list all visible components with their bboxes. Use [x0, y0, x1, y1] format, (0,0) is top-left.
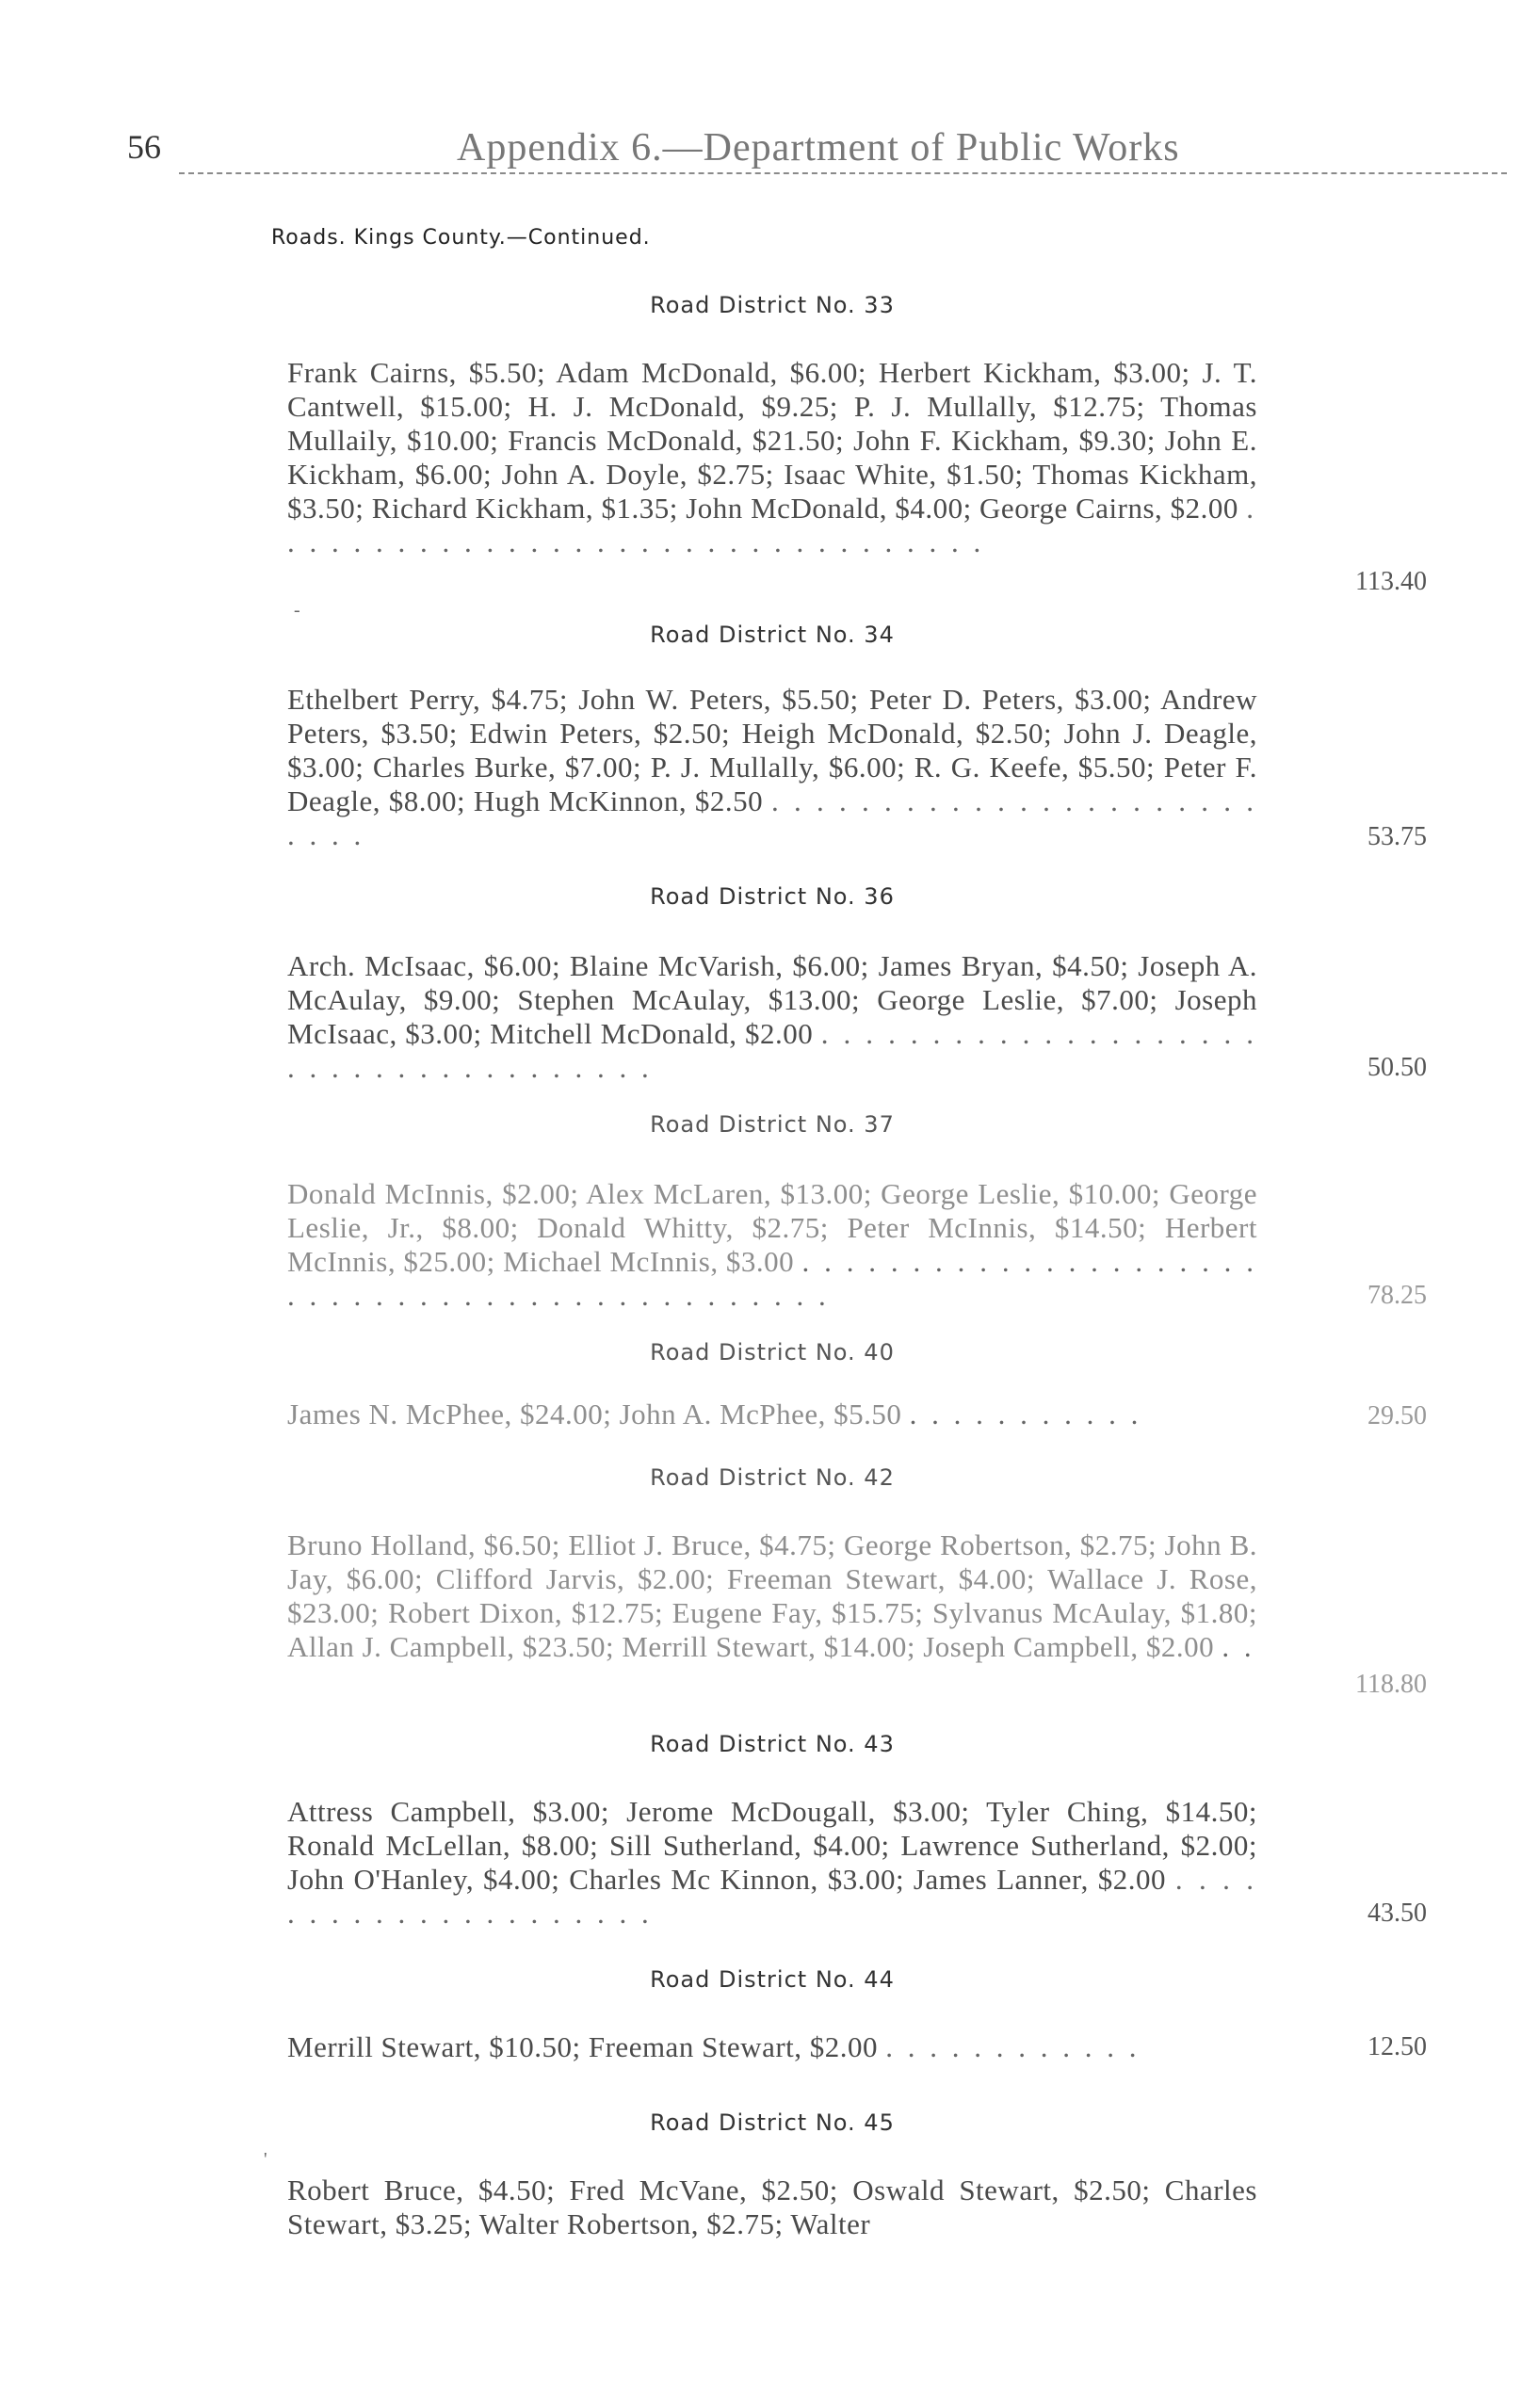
page-number: 56 — [127, 128, 161, 166]
header-rule — [179, 172, 1507, 174]
dot-leader: . . . . . . . . . . . . . . . . . . . . . . . . . . . . . . . . . . . . . . . . . . . . . . — [287, 1245, 1258, 1312]
district-payees — [287, 356, 1257, 559]
road-district-34 — [287, 622, 1427, 851]
payee-list: Merrill Stewart, $10.50; Freeman Stewart, $2.00 — [287, 2030, 879, 2063]
section-title: Roads. Kings County.—Continued. — [271, 226, 651, 250]
district-heading: Road District No. 34 — [650, 622, 895, 648]
payee-list: Frank Cairns, $5.50; Adam McDonald, $6.00; Herbert Kickham, $3.00; J. T. Cantwell, $15.00; H. J. McDonald, $9.25; P. J. Mullally, $12.75; Thomas Mullaily, $10.00; Francis McDonald, $21.50; John F. Kickham, $9.30; John E. Kickham, $6.00; John A. Doyle, $2.75; Isaac White, $1.50; Thomas Kickham, $3.50; Richard Kickham, $1.35; John McDonald, $4.00; George Cairns, $2.00 — [287, 356, 1257, 525]
road-district-43 — [287, 1731, 1427, 1930]
district-total: 113.40 — [1355, 567, 1427, 596]
payee-list: Donald McInnis, $2.00; Alex McLaren, $13.00; George Leslie, $10.00; George Leslie, Jr., $8.00; Donald Whitty, $2.75; Peter McInnis, $14.50; Herbert McInnis, $25.00; Michael McInnis, $3.00 — [287, 1177, 1257, 1278]
road-district-45 — [287, 2109, 1427, 2240]
district-payees — [287, 949, 1257, 1085]
dot-leader: . . . . . . . . . . . — [909, 1398, 1142, 1430]
running-head: Appendix 6.—Department of Public Works — [457, 126, 1180, 170]
district-total: 29.50 — [1367, 1401, 1427, 1430]
district-heading: Road District No. 33 — [650, 292, 895, 318]
district-heading: Road District No. 40 — [650, 1339, 895, 1366]
dot-leader: . . — [1222, 1630, 1255, 1663]
dot-leader: . . . . . . . . . . . . — [885, 2030, 1141, 2063]
payee-list: Arch. McIsaac, $6.00; Blaine McVarish, $6.00; James Bryan, $4.50; Joseph A. McAulay, $9.00; Stephen McAulay, $13.00; George Leslie, $7.00; Joseph McIsaac, $3.00; Mitchell McDonald, $2.00 — [287, 949, 1257, 1050]
district-total: 50.50 — [1367, 1053, 1427, 1082]
district-total: 53.75 — [1367, 822, 1427, 851]
district-heading: Road District No. 43 — [650, 1731, 895, 1757]
dot-leader: . . . . . . . . . . . . . . . . . . . . . . . . . . — [287, 784, 1258, 851]
district-heading: Road District No. 36 — [650, 883, 895, 910]
district-total: 78.25 — [1367, 1281, 1427, 1310]
road-district-37 — [287, 1111, 1427, 1312]
stray-mark: - — [294, 600, 300, 621]
payee-list: Attress Campbell, $3.00; Jerome McDougall, $3.00; Tyler Ching, $14.50; Ronald McLellan, $8.00; Sill Sutherland, $4.00; Lawrence Sutherland, $2.00; John O'Hanley, $4.00; Charles Mc Kinnon, $3.00; James Lanner, $2.00 — [287, 1795, 1257, 1896]
district-payees — [287, 683, 1257, 852]
page-header — [127, 118, 1408, 174]
stray-mark: ' — [264, 2149, 267, 2170]
district-heading: Road District No. 45 — [650, 2109, 895, 2136]
district-payees — [287, 2030, 1257, 2064]
district-heading: Road District No. 37 — [650, 1111, 895, 1138]
road-district-36 — [287, 883, 1427, 1084]
district-total: 12.50 — [1367, 2032, 1427, 2061]
road-district-40 — [287, 1339, 1427, 1430]
dot-leader: . . . . . . . . . . . . . . . . . . . . . — [287, 1863, 1258, 1930]
district-heading: Road District No. 42 — [650, 1464, 895, 1491]
dot-leader: . . . . . . . . . . . . . . . . . . . . . . . . . . . . . . . . . . . . . — [287, 1017, 1258, 1084]
district-payees — [287, 1177, 1257, 1313]
district-payees — [287, 1795, 1257, 1931]
road-district-44 — [287, 1966, 1427, 2063]
payee-list: James N. McPhee, $24.00; John A. McPhee, $5.50 — [287, 1398, 902, 1430]
dot-leader: . . . . . . . . . . . . . . . . . . . . . . . . . . . . . . . . . — [287, 492, 1258, 558]
district-payees — [287, 1528, 1257, 1664]
district-heading: Road District No. 44 — [650, 1966, 895, 1993]
payee-list: Robert Bruce, $4.50; Fred McVane, $2.50; Oswald Stewart, $2.50; Charles Stewart, $3.25; Walter Robertson, $2.75; Walter — [287, 2174, 1257, 2240]
road-district-33 — [287, 292, 1427, 596]
road-district-42 — [287, 1464, 1427, 1699]
district-total: 118.80 — [1355, 1670, 1427, 1699]
district-payees — [287, 1398, 1257, 1431]
district-total: 43.50 — [1367, 1899, 1427, 1928]
district-payees — [287, 2174, 1257, 2241]
payee-list: Ethelbert Perry, $4.75; John W. Peters, $5.50; Peter D. Peters, $3.00; Andrew Peters, $3.50; Edwin Peters, $2.50; Heigh McDonald, $2.50; John J. Deagle, $3.00; Charles Burke, $7.00; P. J. Mullally, $6.00; R. G. Keefe, $5.50; Peter F. Deagle, $8.00; Hugh McKinnon, $2.50 — [287, 683, 1257, 817]
payee-list: Bruno Holland, $6.50; Elliot J. Bruce, $4.75; George Robertson, $2.75; John B. Jay, $6.00; Clifford Jarvis, $2.00; Freeman Stewart, $4.00; Wallace J. Rose, $23.00; Robert Dixon, $12.75; Eugene Fay, $15.75; Sylvanus McAulay, $1.80; Allan J. Campbell, $23.50; Merrill Stewart, $14.00; Joseph Campbell, $2.00 — [287, 1528, 1257, 1663]
